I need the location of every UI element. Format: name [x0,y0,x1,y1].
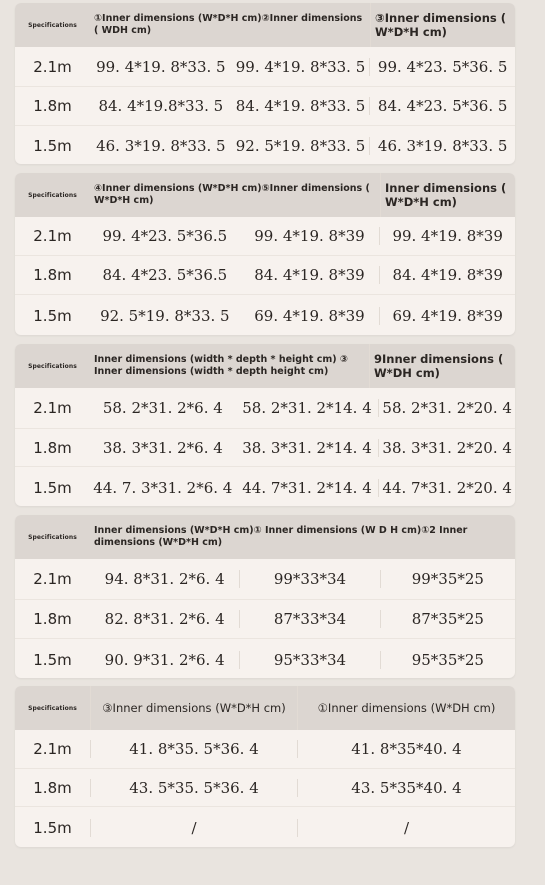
header-dimensions: Inner dimensions (width * depth * height cm) ③ Inner dimensions (width * depth height cm) [94,354,348,377]
spec-table-2 [15,173,515,335]
size-label: 1.5m [33,650,72,669]
size-label: 1.5m [33,306,72,325]
spec-table-4 [15,515,515,678]
dimension-value: 69. 4*19. 8*39 [379,307,515,325]
dimension-value: 58. 2*31. 2*20. 4 [378,399,515,417]
table-row [15,294,515,335]
size-label: 1.8m [33,778,72,797]
dimension-value: 99. 4*19. 8*33. 5 [96,57,226,76]
dimension-value: 69. 4*19. 8*39 [254,306,365,325]
dimension-value: 94. 8*31. 2*6. 4 [104,570,225,588]
dimension-value: 87*35*25 [380,610,515,628]
dimension-value: 84. 4*19. 8*39 [379,266,515,284]
spec-header: Specifications [28,533,77,541]
dimension-value: 82. 8*31. 2*6. 4 [104,610,225,628]
dimension-value: / [90,819,297,837]
table-row [15,428,515,466]
dimension-value: 38. 3*31. 2*6. 4 [102,438,223,457]
dimension-value: 99. 4*19. 8*39 [379,227,515,245]
dimension-value: 99. 4*23. 5*36.5 [102,227,228,245]
size-label: 2.1m [33,57,72,76]
table-row [15,466,515,506]
table-header [15,344,515,388]
dimension-value: 99. 4*19. 8*39 [254,227,365,245]
dimension-value: 38. 3*31. 2*20. 4 [378,439,515,457]
spec-header: Specifications [28,21,77,29]
dimension-value: 95*35*25 [380,651,515,669]
dimension-value: 84. 4*19.8*33. 5 [98,97,224,115]
dimension-value: 44. 7. 3*31. 2*6. 4 [93,478,233,497]
dimension-value: 43. 5*35. 5*36. 4 [90,779,297,797]
dimension-value: 41. 8*35. 5*36. 4 [90,740,297,758]
spec-table-1 [15,3,515,164]
header-dimensions: ①Inner dimensions (W*D*H cm)②Inner dimensions ( WDH cm) [94,13,363,36]
table-row [15,768,515,806]
table-row [15,638,515,678]
dimension-value: 99*33*34 [239,570,379,588]
size-label: 1.8m [33,97,72,115]
size-label: 1.5m [33,136,72,155]
dimension-value: 92. 5*19. 8*33. 5 [100,306,230,325]
dimension-value: 44. 7*31. 2*14. 4 [242,478,372,497]
table-row [15,388,515,428]
table-row [15,86,515,125]
dimension-value: 84. 4*19. 8*39 [254,266,365,284]
spec-header: Specifications [28,362,77,370]
header-dimensions: Inner dimensions ( W*D*H cm) [380,173,515,217]
dimension-value: / [297,819,515,837]
dimension-value: 58. 2*31. 2*6. 4 [102,399,223,417]
dimension-value: 99. 4*19. 8*33. 5 [235,57,366,76]
dimension-value: 44. 7*31. 2*20. 4 [378,479,515,497]
size-label: 1.8m [33,610,72,628]
size-label: 2.1m [33,399,72,417]
dimension-value: 87*33*34 [239,610,379,628]
spec-header: Specifications [28,704,77,712]
table-row [15,125,515,164]
header-dimensions: ①Inner dimensions (W*DH cm) [297,686,515,730]
dimension-value: 84. 4*23. 5*36.5 [102,266,228,284]
dimension-value: 84. 4*23. 5*36. 5 [369,97,515,115]
header-dimensions: ④Inner dimensions (W*D*H cm)⑤Inner dimensions ( W*D*H cm) [94,183,370,206]
spec-table-3 [15,344,515,506]
size-label: 1.8m [33,266,72,284]
dimension-value: 58. 2*31. 2*14. 4 [242,399,372,417]
dimension-value: 46. 3*19. 8*33. 5 [96,136,226,155]
size-label: 2.1m [33,227,72,245]
size-label: 1.5m [33,818,72,837]
header-dimensions: Inner dimensions (W*D*H cm)① Inner dimensions (W D H cm)①2 Inner dimensions (W*D*H cm) [94,525,468,548]
header-dimensions: ③Inner dimensions (W*D*H cm) [90,686,297,730]
dimension-value: 95*33*34 [239,651,379,669]
table-header [15,515,515,559]
table-header [15,3,515,47]
dimension-value: 99*35*25 [380,570,515,588]
table-header [15,686,515,730]
header-dimensions: ③Inner dimensions ( W*D*H cm) [370,3,515,47]
size-label: 1.5m [33,478,72,497]
dimension-value: 84. 4*19. 8*33. 5 [235,97,366,115]
spec-table-5 [15,686,515,847]
size-label: 2.1m [33,740,72,758]
table-row [15,255,515,294]
table-row [15,599,515,638]
table-row [15,806,515,847]
table-row [15,47,515,86]
table-header [15,173,515,217]
dimension-value: 41. 8*35*40. 4 [297,740,515,758]
dimension-value: 99. 4*23. 5*36. 5 [369,58,515,76]
table-row [15,217,515,255]
size-label: 2.1m [33,570,72,588]
dimension-value: 43. 5*35*40. 4 [297,779,515,797]
dimension-value: 92. 5*19. 8*33. 5 [235,136,366,155]
dimension-value: 38. 3*31. 2*14. 4 [242,438,372,457]
dimension-value: 46. 3*19. 8*33. 5 [369,137,515,155]
header-dimensions: 9Inner dimensions ( W*DH cm) [369,344,515,388]
table-row [15,559,515,599]
size-label: 1.8m [33,438,72,457]
spec-header: Specifications [28,191,77,199]
table-row [15,730,515,768]
dimension-value: 90. 9*31. 2*6. 4 [104,650,225,669]
